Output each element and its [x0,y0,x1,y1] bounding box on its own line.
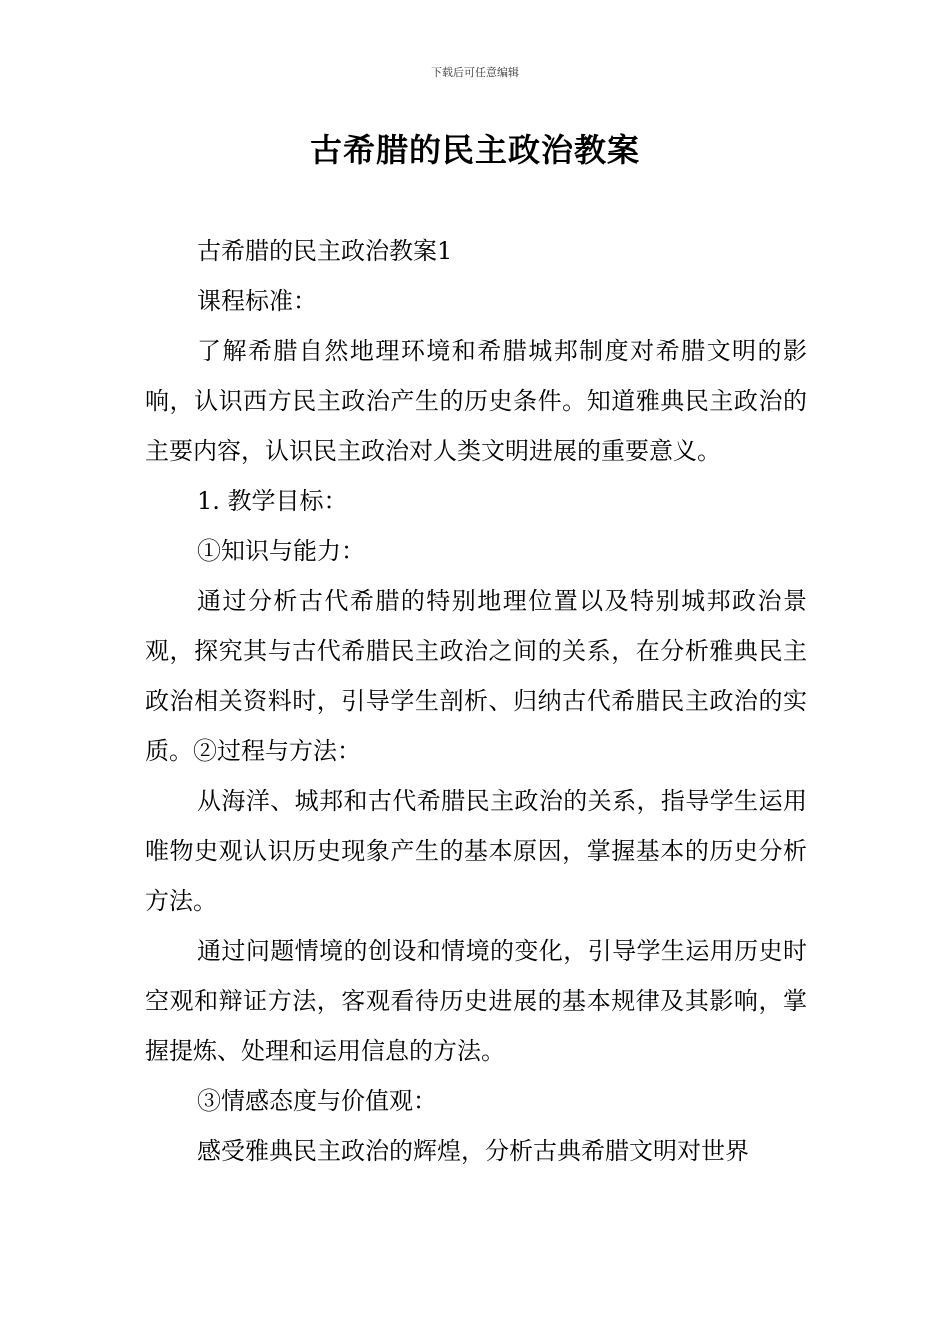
paragraph-problem-situation: 通过问题情境的创设和情境的变化，引导学生运用历史时空观和辩证方法，客观看待历史进展的基本规律及其影响，掌握提炼、处理和运用信息的方法。 [145,937,807,1065]
document-body [145,226,807,1176]
paragraph-subtitle: 古希腊的民主政治教案1 [197,237,453,265]
paragraph-course-standard: 了解希腊自然地理环境和希腊城邦制度对希腊文明的影响，认识西方民主政治产生的历史条件。知道雅典民主政治的主要内容，认识民主政治对人类文明进展的重要意义。 [145,337,807,465]
paragraph-attitude: 感受雅典民主政治的辉煌，分析古典希腊文明对世界 [197,1137,749,1165]
paragraph-knowledge: 通过分析古代希腊的特别地理位置以及特别城邦政治景观，探究其与古代希腊民主政治之间的关系，在分析雅典民主政治相关资料时，引导学生剖析、归纳古代希腊民主政治的实质。②过程与方法： [145,587,807,765]
paragraph-knowledge-heading: ①知识与能力： [197,537,365,565]
paragraph-teaching-goals-heading: 1. 教学目标： [197,487,348,515]
paragraph-course-standard-heading: 课程标准： [197,287,317,315]
document-title: 古希腊的民主政治教案 [309,131,640,169]
paragraph-attitude-heading: ③情感态度与价值观： [197,1087,437,1115]
paragraph-process-method: 从海洋、城邦和古代希腊民主政治的关系，指导学生运用唯物史观认识历史现象产生的基本原因，掌握基本的历史分析方法。 [145,787,807,915]
page-header-note: 下载后可任意编辑 [431,66,519,79]
